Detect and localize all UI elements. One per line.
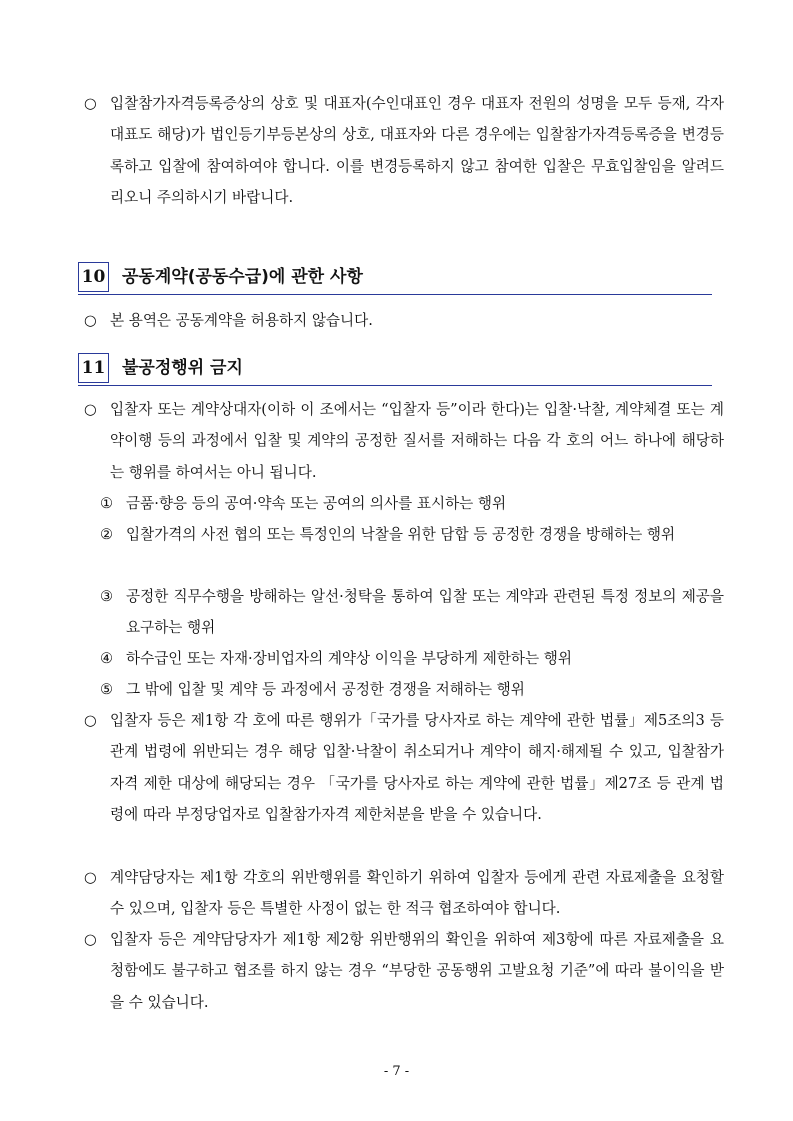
section-10-heading xyxy=(78,262,712,295)
circle-bullet-icon: ○ xyxy=(84,95,97,112)
section-11-paragraph-4 xyxy=(84,924,724,1018)
section-10-text: 본 용역은 공동계약을 허용하지 않습니다. xyxy=(110,312,373,329)
section-11-title: 불공정행위 금지 xyxy=(122,358,243,378)
list-item-text: 입찰가격의 사전 협의 또는 특정인의 낙찰을 위한 담합 등 공정한 경쟁을 방해하는 행위 xyxy=(126,526,676,543)
section-10-paragraph xyxy=(84,305,724,336)
list-item xyxy=(100,643,724,674)
circle-bullet-icon: ○ xyxy=(84,931,97,948)
section-10-title: 공동계약(공동수급)에 관한 사항 xyxy=(122,267,363,287)
section-11-p3-text: 계약담당자는 제1항 각호의 위반행위를 확인하기 위하여 입찰자 등에게 관련 자료제출을 요청할 수 있으며, 입찰자 등은 특별한 사정이 없는 한 적극 협조하여야 합니다. xyxy=(110,869,724,918)
section-11-paragraph-2 xyxy=(84,705,724,830)
section-11-paragraph-3 xyxy=(84,862,724,925)
circle-bullet-icon: ○ xyxy=(84,712,97,729)
list-item-text: 공정한 직무수행을 방해하는 알선·청탁을 통하여 입찰 또는 계약과 관련된 특정 정보의 제공을 요구하는 행위 xyxy=(126,588,724,637)
list-item-number: ⑤ xyxy=(100,681,114,698)
circle-bullet-icon: ○ xyxy=(84,401,97,418)
intro-paragraph xyxy=(84,88,724,213)
list-item-number: ③ xyxy=(100,588,114,605)
list-item xyxy=(100,674,724,705)
list-item-text: 금품·향응 등의 공여·약속 또는 공여의 의사를 표시하는 행위 xyxy=(126,495,507,512)
circle-bullet-icon: ○ xyxy=(84,869,97,886)
list-item xyxy=(100,488,724,519)
list-item-number: ① xyxy=(100,495,114,512)
circle-bullet-icon: ○ xyxy=(84,312,97,329)
list-item-text: 하수급인 또는 자재·장비업자의 계약상 이익을 부당하게 제한하는 행위 xyxy=(126,650,572,667)
intro-text: 입찰참가자격등록증상의 상호 및 대표자(수인대표인 경우 대표자 전원의 성명을 모두 등재, 각자 대표도 해당)가 법인등기부등본상의 상호, 대표자와 다른 경우에는 입찰참가자격등록증을 변경등록하고 입찰에 참여하여야 합니다. 이를 변경등록하지 않고 참여한 입찰은 무효입찰임을 알려드리오니 주의하시기 바랍니다. xyxy=(110,95,724,206)
list-item xyxy=(100,581,724,644)
section-11-p2-text: 입찰자 등은 제1항 각 호에 따른 행위가「국가를 당사자로 하는 계약에 관한 법률」제5조의3 등 관계 법령에 위반되는 경우 해당 입찰·낙찰이 취소되거나 계약이 해지·해제될 수 있고, 입찰참가자격 제한 대상에 해당되는 경우 「국가를 당사자로 하는 계약에 관한 법률」제27조 등 관계 법령에 따라 부정당업자로 입찰참가자격 제한처분을 받을 수 있습니다. xyxy=(110,712,724,823)
section-11-p4-text: 입찰자 등은 계약담당자가 제1항 제2항 위반행위의 확인을 위하여 제3항에 따른 자료제출을 요청함에도 불구하고 협조를 하지 않는 경우 “부당한 공동행위 고발요청 기준”에 따라 불이익을 받을 수 있습니다. xyxy=(110,931,724,1011)
section-11-paragraph-1 xyxy=(84,394,724,488)
section-11-number: 11 xyxy=(78,353,109,383)
section-11-heading xyxy=(78,353,712,386)
section-10-number: 10 xyxy=(78,262,109,292)
list-item-text: 그 밖에 입찰 및 계약 등 과정에서 공정한 경쟁을 저해하는 행위 xyxy=(126,681,525,698)
section-11-p1-text: 입찰자 또는 계약상대자(이하 이 조에서는 “입찰자 등”이라 한다)는 입찰·낙찰, 계약체결 또는 계약이행 등의 과정에서 입찰 및 계약의 공정한 질서를 저해하는 다음 각 호의 어느 하나에 해당하는 행위를 하여서는 아니 됩니다. xyxy=(110,401,724,481)
list-item xyxy=(100,519,724,550)
list-item-number: ② xyxy=(100,526,114,543)
page-number: - 7 - xyxy=(383,1064,410,1079)
list-item-number: ④ xyxy=(100,650,114,667)
